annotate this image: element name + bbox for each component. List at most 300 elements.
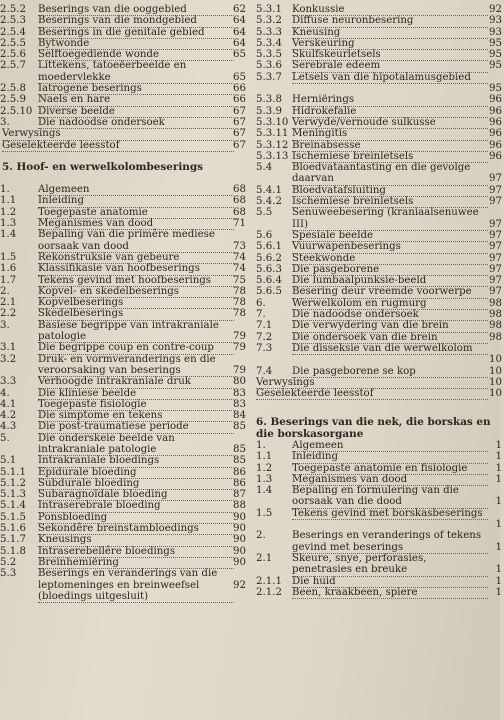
toc-entry[interactable]	[0, 207, 250, 218]
toc-entry-title: Tekens gevind met hoofbeserings	[38, 275, 234, 287]
toc-page-number: 88	[233, 500, 246, 512]
toc-entry-number: 5.2	[0, 556, 17, 568]
toc-entry-number: 5.3.6	[256, 60, 282, 72]
toc-entry-number: 5.3.9	[256, 105, 282, 117]
toc-page-number: 95	[489, 49, 502, 61]
toc-entry[interactable]	[0, 15, 250, 26]
toc-entry-number: 1.	[0, 184, 10, 196]
toc-entry-title: Die verwydering van die brein	[292, 320, 488, 332]
toc-entry-title: Die lumbaalpunksie-beeld	[292, 275, 488, 287]
toc-entry[interactable]	[0, 195, 250, 206]
toc-entry-number: 1.5	[0, 251, 17, 263]
toc-page-number: 96	[489, 128, 502, 140]
toc-page-number: 86	[233, 477, 246, 489]
toc-page-number: 96	[489, 139, 502, 151]
toc-entry-title: Toegepaste fisiologie	[38, 399, 234, 411]
toc-page-number: 66	[233, 94, 246, 106]
toc-entry[interactable]	[254, 576, 504, 587]
toc-entry-title: Ischemiese breinletsels	[292, 196, 488, 208]
toc-entry-number: 5.6.2	[256, 252, 282, 264]
toc-entry-title: Naels en hare	[38, 94, 234, 106]
toc-entry-number: 5.5	[256, 207, 273, 219]
toc-page-number: 97	[489, 252, 502, 264]
toc-entry[interactable]	[254, 508, 504, 531]
toc-page-number: 96	[489, 150, 502, 162]
toc-entry-title	[2, 162, 250, 173]
toc-entry-number: 2.5.3	[0, 15, 26, 27]
toc-entry[interactable]	[0, 4, 250, 15]
toc-page-number: 90	[233, 556, 246, 568]
toc-entry[interactable]	[254, 343, 504, 366]
toc-entry[interactable]	[254, 332, 504, 343]
toc-entry[interactable]	[254, 309, 504, 320]
toc-page-number: 66	[233, 83, 246, 95]
toc-entry-title: Die begrippe coup en contre-coup	[38, 342, 234, 354]
toc-entry-number: 1.4	[256, 485, 273, 497]
toc-page-number: 93	[489, 15, 502, 27]
toc-entry-title: Bloedvataantasting en die gevolge daarvan	[292, 162, 488, 186]
toc-page-number: 71	[233, 218, 246, 230]
toc-entry-number: 5.1	[0, 455, 17, 467]
toc-entry-title: Vuurwapenbeserings	[292, 241, 488, 253]
toc-entry-number: 1.2	[256, 462, 273, 474]
toc-entry[interactable]	[254, 366, 504, 377]
toc-entry[interactable]	[0, 140, 250, 151]
toc-entry-number: 1.6	[0, 263, 17, 275]
toc-page-number: 95	[489, 60, 502, 72]
toc-page-number: 67	[233, 139, 246, 151]
toc-entry-number: 2.5.2	[0, 4, 26, 15]
toc-entry-number: 2.1.1	[256, 575, 282, 587]
toc-entry[interactable]	[0, 27, 250, 38]
toc-page-number: 1	[495, 564, 502, 576]
toc-page-number: 64	[233, 15, 246, 27]
toc-page-number: 1	[495, 575, 502, 587]
toc-entry[interactable]	[0, 546, 250, 557]
toc-entry-title: Been, kraakbeen, spiere	[292, 587, 488, 599]
toc-entry[interactable]	[0, 467, 250, 478]
toc-section-heading[interactable]	[254, 417, 504, 440]
toc-entry-number: 3.1	[0, 342, 17, 354]
toc-entry[interactable]	[254, 15, 504, 26]
toc-entry-number: 5.6.5	[256, 286, 282, 298]
toc-entry[interactable]	[0, 388, 250, 399]
toc-entry-number: 2.2	[0, 308, 17, 320]
toc-entry-title: Sekondêre breinstambloedings	[38, 523, 234, 535]
toc-entry[interactable]	[0, 49, 250, 60]
toc-entry-number: 5.1.1	[0, 466, 26, 478]
toc-entry[interactable]	[0, 478, 250, 489]
toc-page-number: 97	[489, 286, 502, 298]
toc-entry[interactable]	[254, 128, 504, 139]
toc-page-number: 68	[233, 184, 246, 196]
toc-entry-number: 5.1.2	[0, 477, 26, 489]
toc-entry[interactable]	[254, 530, 504, 553]
toc-entry-title: Geselekteerde leesstof	[256, 388, 488, 400]
toc-entry[interactable]	[0, 286, 250, 297]
toc-entry-title: Diverse beelde	[38, 106, 234, 118]
toc-entry-number: 5.1.4	[0, 500, 26, 512]
toc-entry-number: 3.	[0, 116, 10, 128]
toc-entry-number: 3.3	[0, 376, 17, 388]
section-spacer	[0, 173, 250, 184]
toc-entry-number: 4.3	[0, 421, 17, 433]
toc-entry-number: 5.3.10	[256, 116, 289, 128]
toc-entry-title: Beserings van die mondgebied	[38, 15, 234, 27]
toc-page-number: 98	[489, 309, 502, 321]
toc-entry-number: 6.	[256, 297, 266, 309]
toc-entry-title: Basiese begrippe van intrakraniale patologie	[38, 320, 234, 344]
toc-entry[interactable]	[254, 264, 504, 275]
toc-entry[interactable]	[254, 38, 504, 49]
toc-page-number: 74	[233, 251, 246, 263]
toc-page-number: 67	[233, 116, 246, 128]
toc-entry-title: Senuweebesering (kraniaalsenuwee III)	[292, 207, 488, 231]
toc-entry-number: 5.	[0, 432, 10, 444]
toc-page-number: 97	[489, 229, 502, 241]
toc-entry-title: Skulfskeurletsels	[292, 49, 488, 61]
toc-entry-number: 5.1.6	[0, 523, 26, 535]
toc-entry[interactable]	[254, 60, 504, 71]
toc-entry-title: Intrakraniale bloedings	[38, 455, 234, 467]
toc-entry[interactable]	[254, 553, 504, 576]
toc-page-number: 10	[489, 365, 502, 377]
toc-entry-title: Geselekteerde leesstof	[2, 140, 234, 152]
toc-entry[interactable]	[0, 433, 250, 456]
toc-entry[interactable]	[0, 275, 250, 286]
toc-entry-number: 3.2	[0, 353, 17, 365]
toc-entry-title: Beserings van die ooggebied	[38, 4, 234, 16]
toc-entry[interactable]	[0, 94, 250, 105]
toc-entry[interactable]	[0, 297, 250, 308]
toc-entry-title: Konkussie	[292, 4, 488, 16]
toc-entry[interactable]	[0, 218, 250, 229]
toc-entry-title: Diffuse neuronbesering	[292, 15, 488, 27]
toc-entry-title: Kopvel- en skedelbeserings	[38, 286, 234, 298]
toc-entry-number: 5.3.13	[256, 150, 289, 162]
toc-entry-title: Kneusing	[292, 27, 488, 39]
toc-entry-title: Skedelbeserings	[38, 308, 234, 320]
toc-entry-title: Intraserebrale bloeding	[38, 500, 234, 512]
toc-entry-title: Serebrale edeem	[292, 60, 488, 72]
toc-entry-number: 4.	[0, 387, 10, 399]
toc-entry-number: 7.	[256, 309, 266, 321]
toc-page-number: 1	[495, 519, 502, 531]
toc-entry-number: 5.6	[256, 229, 273, 241]
toc-page-number: 97	[489, 218, 502, 230]
toc-entry-title: Kopvelbeserings	[38, 297, 234, 309]
toc-entry-title: Werwelkolom en rugmurg	[292, 298, 488, 310]
toc-entry[interactable]	[254, 185, 504, 196]
toc-entry[interactable]	[0, 523, 250, 534]
toc-entry-number: 2.5.10	[0, 105, 33, 117]
toc-entry[interactable]	[254, 94, 504, 105]
toc-page-number: 95	[489, 83, 502, 95]
toc-page-number: 87	[233, 489, 246, 501]
toc-entry-number: 2.1	[0, 297, 17, 309]
toc-page-number: 86	[233, 466, 246, 478]
toc-entry-title: Ischemiese breinletsels	[292, 151, 488, 163]
toc-page-number: 83	[233, 387, 246, 399]
toc-entry-title: Beserings en veranderings of tekens gevind met beserings	[292, 530, 488, 554]
toc-entry-title: Algemeen	[292, 440, 488, 452]
toc-entry-number: 2.5.5	[0, 37, 26, 49]
toc-page-number: 64	[233, 26, 246, 38]
toc-entry-number: 5.3.1	[256, 4, 282, 15]
toc-entry-title: Intraserebellêre bloedings	[38, 546, 234, 558]
toc-entry-number: 2.5.8	[0, 83, 26, 95]
toc-entry-title: Besering deur vreemde voorwerpe	[292, 286, 488, 298]
toc-entry[interactable]	[254, 377, 504, 388]
toc-entry-title: Die nadoodse ondersoek	[292, 309, 488, 321]
toc-entry-number: 5.3	[0, 568, 17, 580]
toc-entry-number: 5.4.1	[256, 184, 282, 196]
toc-page-number: 67	[233, 128, 246, 140]
toc-section-number: 6.	[256, 416, 267, 429]
toc-page-number: 79	[233, 364, 246, 376]
toc-entry-title	[256, 417, 504, 440]
toc-entry[interactable]	[0, 263, 250, 274]
toc-page-number: 62	[233, 4, 246, 15]
toc-page-number: 90	[233, 511, 246, 523]
toc-entry[interactable]	[0, 557, 250, 568]
toc-entry-number: 5.1.5	[0, 511, 26, 523]
toc-entry-title: Druk- en vormveranderings en die veroorsaking van beserings	[38, 354, 234, 378]
toc-entry-number: 5.3.5	[256, 49, 282, 61]
toc-entry-title: Ponsbloeding	[38, 512, 234, 524]
toc-entry-title: Toegepaste anatomie	[38, 207, 234, 219]
toc-entry-number: 5.4	[256, 162, 273, 174]
toc-entry[interactable]	[0, 534, 250, 545]
toc-entry-number: 2.5.4	[0, 26, 26, 38]
toc-page-number: 96	[489, 94, 502, 106]
toc-entry[interactable]	[0, 229, 250, 252]
toc-entry[interactable]	[254, 320, 504, 331]
toc-entry-number: 5.3.8	[256, 94, 282, 106]
toc-entry-number: 1.3	[0, 218, 17, 230]
toc-entry[interactable]	[254, 463, 504, 474]
toc-entry-title: Verwyde/vernoude sulkusse	[292, 117, 488, 129]
toc-page-number: 85	[233, 455, 246, 467]
toc-entry-title: Littekens, tatoeëerbeelde en moedervlekke	[38, 60, 234, 84]
toc-entry[interactable]	[254, 241, 504, 252]
toc-entry-title: Die ondersoek van die brein	[292, 332, 488, 344]
toc-section-title: Hoof- en werwelkolombeserings	[16, 160, 203, 173]
toc-entry[interactable]	[0, 455, 250, 466]
toc-entry-title: Subdurale bloeding	[38, 478, 234, 490]
toc-entry-title: Verwysings	[256, 377, 488, 389]
toc-entry[interactable]	[0, 117, 250, 128]
toc-page-number: 65	[233, 49, 246, 61]
toc-entry-number: 2.1	[256, 552, 273, 564]
toc-page-number: 95	[489, 37, 502, 49]
toc-page-number: 73	[233, 240, 246, 252]
toc-page-number: 74	[233, 263, 246, 275]
toc-entry-number: 1.	[256, 439, 266, 451]
toc-page-number: 90	[233, 523, 246, 535]
toc-entry-number: 2.5.6	[0, 49, 26, 61]
toc-page-number: 1	[495, 496, 502, 508]
toc-entry[interactable]	[254, 474, 504, 485]
toc-entry-number: 2.5.9	[0, 94, 26, 106]
toc-entry[interactable]	[0, 399, 250, 410]
toc-section-title: Beserings van die nek, die borskas en die borskasorgane	[256, 416, 491, 440]
toc-page-number: 1	[495, 541, 502, 553]
toc-entry-title: Inleiding	[38, 195, 234, 207]
toc-entry-title: Die huid	[292, 576, 488, 588]
toc-page-number: 98	[489, 320, 502, 332]
toc-entry-title: Hidrokefalie	[292, 106, 488, 118]
toc-right-column	[254, 4, 504, 598]
toc-entry-title: Beserings in die genitale gebied	[38, 27, 234, 39]
toc-section-heading[interactable]	[0, 162, 250, 173]
toc-entry[interactable]	[0, 308, 250, 319]
toc-page-number: 97	[489, 196, 502, 208]
toc-entry[interactable]	[0, 354, 250, 377]
toc-page-number: 98	[489, 297, 502, 309]
toc-entry[interactable]	[254, 275, 504, 286]
toc-entry-number: 5.1.3	[0, 489, 26, 501]
toc-entry[interactable]	[254, 140, 504, 151]
toc-page-number: 79	[233, 342, 246, 354]
toc-page-number: 97	[489, 173, 502, 185]
toc-page-number: 93	[489, 26, 502, 38]
toc-entry[interactable]	[0, 106, 250, 117]
toc-entry[interactable]	[0, 38, 250, 49]
toc-page-number: 79	[233, 331, 246, 343]
toc-page-number: 68	[233, 206, 246, 218]
toc-entry[interactable]	[0, 568, 250, 602]
toc-page-number: 97	[489, 275, 502, 287]
toc-entry-title: Die nadoodse ondersoek	[38, 117, 234, 129]
toc-entry-number: 2.5.7	[0, 60, 26, 72]
toc-entry-number: 1.2	[0, 206, 17, 218]
toc-entry-title: Selftoegediende wonde	[38, 49, 234, 61]
toc-entry[interactable]	[254, 230, 504, 241]
toc-entry[interactable]	[0, 512, 250, 523]
toc-entry[interactable]	[0, 83, 250, 94]
toc-entry-title: Verwysings	[2, 128, 234, 140]
toc-entry-number: 5.4.2	[256, 196, 282, 208]
toc-entry[interactable]	[254, 196, 504, 207]
toc-entry-number: 1.4	[0, 229, 17, 241]
toc-entry-title: Verskeuring	[292, 38, 488, 50]
toc-entry-title: Subaragnoïdale bloeding	[38, 489, 234, 501]
toc-entry[interactable]	[0, 184, 250, 195]
toc-entry-number: 7.1	[256, 320, 273, 332]
toc-entry-number: 4.1	[0, 398, 17, 410]
toc-entry[interactable]	[0, 320, 250, 343]
toc-entry[interactable]	[254, 27, 504, 38]
toc-page-number: 85	[233, 443, 246, 455]
toc-entry-title: Epidurale bloeding	[38, 467, 234, 479]
toc-entry[interactable]	[0, 500, 250, 511]
toc-entry[interactable]	[254, 440, 504, 451]
toc-page-number: 65	[233, 71, 246, 83]
toc-left-column	[0, 4, 250, 602]
toc-entry[interactable]	[0, 252, 250, 263]
toc-page-number: 10	[489, 354, 502, 366]
toc-entry[interactable]	[254, 451, 504, 462]
toc-entry-number: 5.6.3	[256, 263, 282, 275]
toc-entry[interactable]	[254, 485, 504, 508]
toc-entry[interactable]	[0, 376, 250, 387]
toc-entry[interactable]	[254, 298, 504, 309]
toc-entry-title: Steekwonde	[292, 253, 488, 265]
toc-entry-number: 2.	[0, 285, 10, 297]
toc-entry-number: 1.1	[0, 195, 17, 207]
toc-entry[interactable]	[254, 117, 504, 128]
toc-entry-title: Rekonstruksie van gebeure	[38, 252, 234, 264]
toc-entry[interactable]	[0, 410, 250, 421]
toc-entry[interactable]	[254, 4, 504, 15]
toc-entry-title: Kneusings	[38, 534, 234, 546]
toc-page-number: 84	[233, 410, 246, 422]
toc-entry[interactable]	[254, 49, 504, 60]
toc-page-number: 96	[489, 105, 502, 117]
toc-entry-title: Letsels van die hipotalamusgebied	[292, 72, 488, 84]
toc-entry[interactable]	[254, 162, 504, 185]
toc-entry[interactable]	[254, 72, 504, 95]
toc-entry-number: 7.3	[256, 342, 273, 354]
toc-page-number: 1	[495, 586, 502, 598]
toc-page-number: 1	[495, 473, 502, 485]
toc-page-number: 97	[489, 184, 502, 196]
toc-entry-title: Beserings en veranderings van die leptomeninges en breinweefsel (bloedings uitgesluit)	[38, 568, 234, 603]
toc-page-number: 1	[495, 462, 502, 474]
toc-entry-title: Iatrogene beserings	[38, 83, 234, 95]
toc-page-number: 97	[489, 241, 502, 253]
toc-entry-number: 5.3.11	[256, 128, 289, 140]
toc-entry[interactable]	[0, 342, 250, 353]
toc-entry[interactable]	[254, 587, 504, 598]
toc-entry-title: Die simptome en tekens	[38, 410, 234, 422]
toc-page-number: 1	[495, 439, 502, 451]
toc-entry-number: 5.6.1	[256, 241, 282, 253]
toc-entry[interactable]	[0, 489, 250, 500]
toc-entry[interactable]	[0, 421, 250, 432]
toc-entry-number: 2.1.2	[256, 586, 282, 598]
toc-entry-number: 1.1	[256, 451, 273, 463]
toc-entry-number: 5.1.8	[0, 545, 26, 557]
toc-page-number: 78	[233, 297, 246, 309]
toc-page-number: 96	[489, 116, 502, 128]
toc-entry[interactable]	[254, 388, 504, 399]
toc-entry[interactable]	[254, 286, 504, 297]
toc-entry-title: Meningitis	[292, 128, 488, 140]
toc-entry[interactable]	[0, 128, 250, 139]
toc-entry-number: 1.3	[256, 473, 273, 485]
toc-entry-title: Breinabsesse	[292, 140, 488, 152]
toc-entry[interactable]	[254, 151, 504, 162]
toc-entry-number: 5.3.3	[256, 26, 282, 38]
toc-entry-title: Die pasgeborene	[292, 264, 488, 276]
toc-entry-title: Die kliniese beelde	[38, 388, 234, 400]
toc-page-number: 67	[233, 105, 246, 117]
toc-page-number: 68	[233, 195, 246, 207]
toc-entry[interactable]	[0, 60, 250, 83]
toc-entry-title: Toegepaste anatomie en fisiologie	[292, 463, 488, 475]
toc-entry[interactable]	[254, 207, 504, 230]
toc-entry-title: Herniërings	[292, 94, 488, 106]
toc-entry-title: Bepaling en formulering van die oorsaak van die dood	[292, 485, 488, 509]
toc-page-number: 83	[233, 398, 246, 410]
toc-entry-title: Algemeen	[38, 184, 234, 196]
toc-entry-number: 5.3.4	[256, 37, 282, 49]
toc-entry-title: Bloedvatafsluiting	[292, 185, 488, 197]
toc-entry[interactable]	[254, 106, 504, 117]
toc-entry[interactable]	[254, 253, 504, 264]
